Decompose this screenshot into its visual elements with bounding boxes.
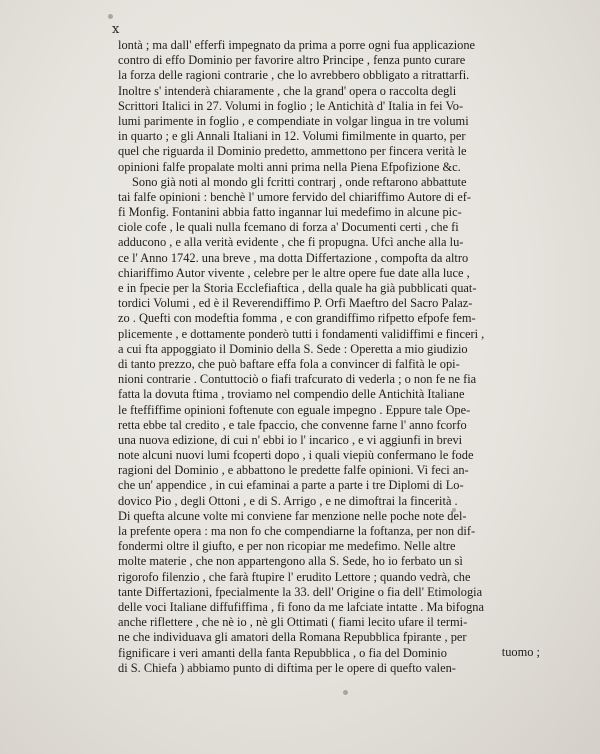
text-line: ne che individuava gli amatori della Romana Repubblica fpirante , per — [118, 630, 467, 645]
text-line: fignificare i veri amanti della fanta Repubblica , o fia del Dominio — [118, 645, 447, 660]
text-line: plicemente , e dottamente ponderò tutti i fondamenti validiffimi e finceri , — [118, 326, 485, 341]
text-line: opinioni falfe propalate molti anni prima nella Piena Efpofizione &c. — [118, 159, 461, 174]
text-line: adducono , e alla verità evidente , che fi propugna. Ufcì anche alla lu- — [118, 235, 464, 250]
text-line: fi Monfig. Fontanini abbia fatto ingannar lui medefimo in alcune pic- — [118, 205, 462, 220]
text-line: dovico Pio , degli Ottoni , e di S. Arrigo , e ne dimoftrai la fincerità . — [118, 493, 458, 508]
ink-speck — [108, 14, 113, 19]
catchword: tuomo ; — [501, 645, 540, 659]
text-line: lontà ; ma dall' efferfi impegnato da prima a porre ogni fua applicazione — [118, 38, 476, 52]
text-line: tante Differtazioni, fpecialmente la 33. dell' Origine o fia dell' Etimologia — [118, 584, 483, 599]
text-line: Scrittori Italici in 27. Volumi in foglio ; le Antichità d' Italia in fei Vo- — [118, 98, 464, 113]
text-line: di S. Chiefa ) abbiamo punto di diftima per le opere di quefto valen- — [118, 660, 456, 675]
text-line: Di quefta alcune volte mi conviene far menzione nelle poche note del- — [118, 508, 467, 523]
text-line: molte materie , che non appartengono alla S. Sede, ho io ferbato un sì — [118, 554, 463, 569]
text-line: note alcuni nuovi lumi fcoperti dopo , i quali viepiù confermano le fode — [118, 448, 474, 463]
text-line: ce l' Anno 1742. una breve , ma dotta Differtazione , compofta da altro — [118, 250, 469, 265]
text-line: che un' appendice , in cui efaminai a parte a parte i tre Diplomi di Lo- — [118, 478, 464, 493]
text-line: nioni contrarie . Contuttociò o fiafi trafcurato di vederla ; o non fe ne fia — [118, 372, 477, 387]
text-line: retta ebbe tal credito , e tale fpaccio, che convenne farne l' anno fcorfo — [118, 417, 467, 432]
text-line: fatta la dovuta ftima , troviamo nel compendio delle Antichità Italiane — [118, 387, 465, 402]
text-line: ragioni del Dominio , e abbattono le predette falfe opinioni. Vi feci an- — [118, 463, 469, 478]
text-line: delle voci Italiane diffufiffima , fi fono da me lafciate intatte . Ma bifogna — [118, 599, 484, 614]
body-text — [118, 38, 586, 676]
text-line: zo . Quefti con modeftia fomma , e con grandiffimo rifpetto efpofe fem- — [118, 311, 476, 326]
text-line: contro di effo Dominio per favorire altro Principe , fenza punto curare — [118, 53, 466, 68]
text-line: anche riflettere , che nè io , nè gli Ottimati ( fiami lecito ufare il termi- — [118, 615, 468, 630]
page-number: x — [112, 22, 121, 37]
text-line: chiariffimo Autor vivente , celebre per le altre opere fue date alla luce , — [118, 265, 470, 280]
text-line: a cui fta appoggiato il Dominio della S. Sede : Operetta a mio giudizio — [118, 341, 468, 356]
text-line: la prefente opera : ma non fo che compendiarne la foftanza, per non dif- — [118, 524, 476, 538]
text-line: tai falfe opinioni : benchè l' umore fervido del chiariffimo Autore di ef- — [118, 189, 471, 204]
text-line: di tanto prezzo, che può baftare effa fola a convincer di falfità le opi- — [118, 356, 460, 371]
text-line: fondermi oltre il giufto, e per non ricopiar me medefimo. Nelle altre — [118, 539, 456, 554]
text-line: in quarto ; e gli Annali Italiani in 12. Volumi fimilmente in quarto, per — [118, 129, 466, 144]
ink-speck — [343, 690, 348, 695]
text-line: lumi parimente in foglio , e compendiate in volgar lingua in tre volumi — [118, 113, 469, 128]
text-line: rigorofo filenzio , che farà ftupire l' erudito Lettore ; quando vedrà, che — [118, 569, 471, 584]
text-line: ciole cofe , le quali nulla fcemano di forza a' Documenti certi , che fi — [118, 220, 459, 235]
text-line: una nuova edizione, di cui n' ebbi io l' incarico , e vi aggiunfi in brevi — [118, 432, 463, 447]
text-line: quel che riguarda il Dominio predetto, ammettono per fincera verità le — [118, 144, 467, 159]
text-line: Sono già noti al mondo gli fcritti contrarj , onde reftarono abbattute — [132, 174, 467, 189]
text-line: la forza delle ragioni contrarie , che lo avrebbero obbligato a ritrattarfi. — [118, 68, 470, 83]
text-line: tordici Volumi , ed è il Reverendiffimo P. Orfi Maeftro del Sacro Palaz- — [118, 296, 473, 311]
text-line: le fteffiffime opinioni foftenute con eguale impegno . Eppure tale Ope- — [118, 402, 471, 417]
text-line: e in fpecie per la Storia Ecclefiaftica , della quale ha già pubblicati quat- — [118, 281, 477, 295]
text-line: Inoltre s' intenderà chiaramente , che la grand' opera o raccolta degli — [118, 83, 457, 98]
